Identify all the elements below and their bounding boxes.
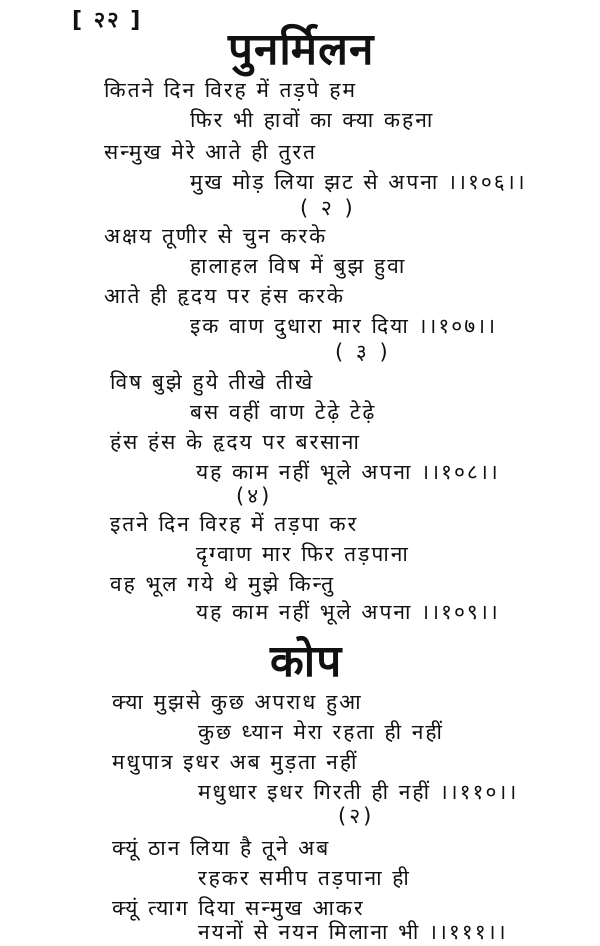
verse-number: (४) — [236, 484, 273, 508]
verse-line: दृग्वाण मार फिर तड़पाना — [196, 542, 410, 566]
verse-number: (२) — [338, 804, 375, 828]
verse-line: इतने दिन विरह में तड़पा कर — [110, 512, 359, 536]
verse-line: सन्मुख मेरे आते ही तुरत — [104, 140, 318, 164]
verse-line: हंस हंस के हृदय पर बरसाना — [110, 430, 361, 454]
section-title-kop: कोप — [270, 636, 343, 687]
verse-line: रहकर समीप तड़पाना ही — [198, 866, 411, 890]
verse-line: मुख मोड़ लिया झट से अपना ।।१०६।। — [190, 170, 527, 194]
verse-line: क्यूं त्याग दिया सन्मुख आकर — [112, 896, 365, 920]
verse-line: मधुधार इधर गिरती ही नहीं ।।११०।। — [198, 780, 519, 804]
verse-line: क्या मुझसे कुछ अपराध हुआ — [112, 690, 363, 714]
verse-line: यह काम नहीं भूले अपना ।।१०९।। — [196, 600, 500, 624]
verse-line: क्यूं ठान लिया है तूने अब — [112, 836, 331, 860]
verse-line: फिर भी हावों का क्या कहना — [190, 108, 435, 132]
verse-line: कुछ ध्यान मेरा रहता ही नहीं — [198, 720, 444, 744]
verse-number: ( ३ ) — [335, 340, 391, 364]
verse-number: ( २ ) — [300, 196, 356, 220]
verse-line: इक वाण दुधारा मार दिया ।।१०७।। — [190, 314, 498, 338]
page-number: [ २२ ] — [72, 8, 143, 33]
verse-line: मधुपात्र इधर अब मुड़ता नहीं — [112, 750, 359, 774]
verse-line: हालाहल विष में बुझ हुवा — [190, 254, 407, 278]
verse-line: विष बुझे हुये तीखे तीखे — [110, 370, 315, 394]
section-title-punarmilan: पुनर्मिलन — [228, 24, 375, 75]
verse-line: वह भूल गये थे मुझे किन्तु — [110, 572, 336, 596]
verse-line: नयनों से नयन मिलाना भी ।।१११।। — [198, 920, 508, 944]
verse-line: आते ही हृदय पर हंस करके — [104, 284, 345, 308]
verse-line: बस वहीं वाण टेढ़े टेढ़े — [190, 400, 377, 424]
verse-line: यह काम नहीं भूले अपना ।।१०८।। — [196, 460, 500, 484]
verse-line: अक्षय तूणीर से चुन करके — [104, 224, 328, 248]
verse-line: कितने दिन विरह में तड़पे हम — [104, 78, 358, 102]
